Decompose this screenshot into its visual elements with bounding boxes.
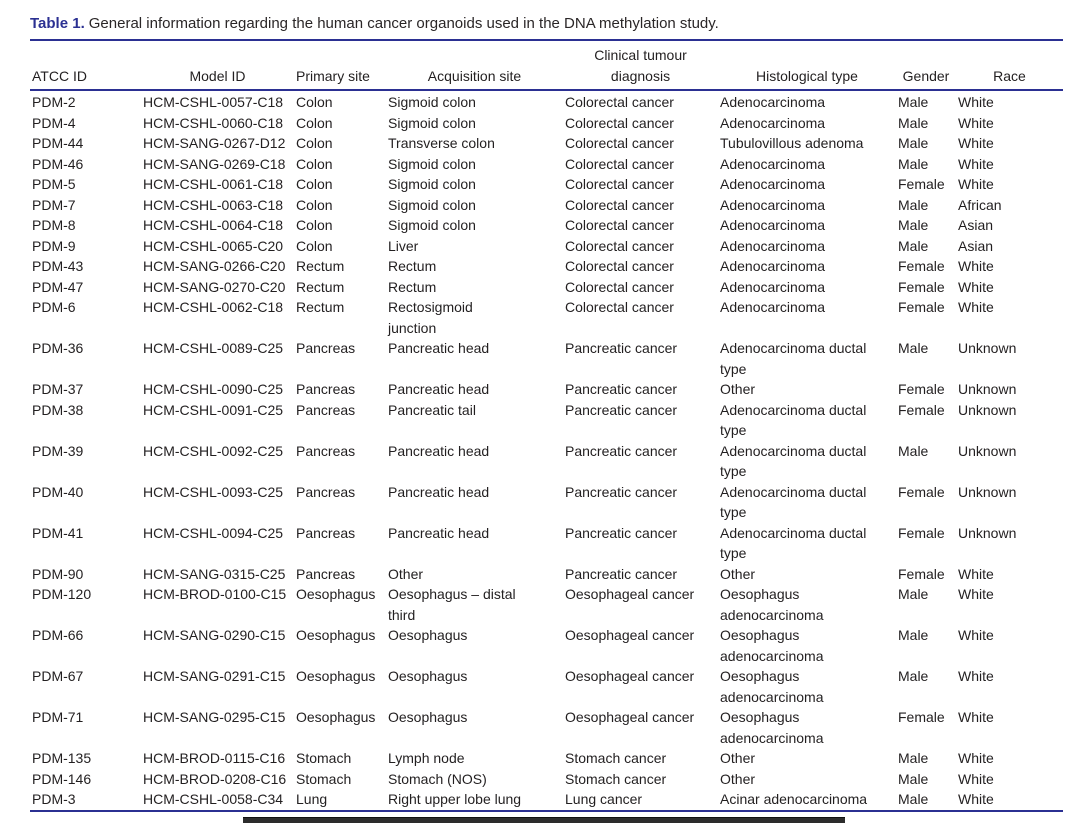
cell-histological-type: Other — [720, 750, 756, 766]
cell-gender: Male — [898, 237, 929, 254]
cell-clinical-tumour-diagnosis: Colorectal cancer — [565, 278, 674, 295]
cell-race: White — [958, 299, 994, 315]
cell-acquisition-site: Sigmoid colon — [388, 176, 476, 192]
cell-clinical-tumour-diagnosis: Colorectal cancer — [565, 217, 674, 233]
cell-race: Asian — [958, 217, 994, 233]
cell-histological-type: Other — [720, 770, 756, 787]
cell-primary-site: Colon — [296, 196, 333, 213]
table-row — [30, 584, 1063, 625]
cell-clinical-tumour-diagnosis: Colorectal cancer — [565, 94, 674, 110]
cell-clinical-tumour-diagnosis: Pancreatic cancer — [565, 442, 678, 459]
cell-atcc-id: PDM-6 — [32, 299, 76, 315]
cell-primary-site: Colon — [296, 237, 333, 254]
cell-gender: Female — [898, 483, 945, 500]
cell-race: White — [958, 135, 994, 151]
cell-gender: Female — [898, 565, 945, 582]
cell-atcc-id: PDM-38 — [32, 401, 84, 418]
cell-atcc-id: PDM-4 — [32, 114, 76, 131]
cell-gender: Female — [898, 401, 945, 418]
cell-model-id: HCM-CSHL-0058-C34 — [143, 791, 284, 807]
cell-primary-site: Pancreas — [296, 381, 356, 397]
cell-acquisition-site: Oesophagus — [388, 668, 468, 684]
cell-acquisition-site: Liver — [388, 237, 419, 254]
header-row — [30, 41, 1063, 90]
cell-acquisition-site: Oesophagus — [388, 709, 468, 725]
cell-atcc-id: PDM-46 — [32, 155, 84, 172]
cell-clinical-tumour-diagnosis: Oesophageal cancer — [565, 709, 695, 725]
table-row — [30, 666, 1063, 707]
cell-race: White — [958, 176, 994, 192]
table-row — [30, 113, 1063, 134]
cell-histological-type: Adenocarcinoma ductal type — [720, 340, 867, 377]
cell-gender: Male — [898, 750, 929, 766]
cell-histological-type: Adenocarcinoma — [720, 237, 826, 254]
table-row — [30, 195, 1063, 216]
cell-acquisition-site: Other — [388, 565, 424, 582]
column-header-model-id: Model ID — [189, 67, 246, 84]
cell-primary-site: Oesophagus — [296, 709, 376, 725]
cell-atcc-id: PDM-5 — [32, 176, 76, 192]
table-row — [30, 564, 1063, 585]
table-row — [30, 748, 1063, 769]
cell-race: White — [958, 586, 994, 602]
table-row — [30, 769, 1063, 790]
cell-acquisition-site: Right upper lobe lung — [388, 791, 522, 807]
organoid-table — [30, 41, 1063, 812]
cell-race: White — [958, 94, 994, 110]
cell-gender: Male — [898, 217, 929, 233]
cell-histological-type: Adenocarcinoma ductal type — [720, 483, 867, 520]
cell-histological-type: Other — [720, 381, 756, 397]
cell-histological-type: Adenocarcinoma — [720, 114, 826, 131]
cell-primary-site: Rectum — [296, 299, 345, 315]
cell-atcc-id: PDM-37 — [32, 381, 84, 397]
column-header-primary-site: Primary site — [296, 67, 370, 84]
cell-acquisition-site: Pancreatic head — [388, 483, 490, 500]
cell-primary-site: Pancreas — [296, 340, 356, 356]
cell-primary-site: Colon — [296, 135, 333, 151]
cell-race: Unknown — [958, 442, 1017, 459]
cell-atcc-id: PDM-66 — [32, 627, 84, 643]
cell-gender: Male — [898, 627, 929, 643]
cell-gender: Female — [898, 381, 945, 397]
cell-acquisition-site: Transverse colon — [388, 135, 495, 151]
table-row — [30, 625, 1063, 666]
table-caption-text: General information regarding the human cancer organoids used in the DNA methylation study. — [88, 15, 719, 32]
cell-model-id: HCM-CSHL-0061-C18 — [143, 176, 284, 192]
cell-clinical-tumour-diagnosis: Stomach cancer — [565, 770, 667, 787]
cropped-figure-bar — [243, 817, 845, 823]
cell-acquisition-site: Oesophagus – distal third — [388, 586, 516, 623]
cell-histological-type: Adenocarcinoma — [720, 176, 826, 192]
cell-clinical-tumour-diagnosis: Colorectal cancer — [565, 114, 674, 131]
cell-histological-type: Tubulovillous adenoma — [720, 135, 864, 151]
cell-gender: Male — [898, 155, 929, 172]
cell-primary-site: Rectum — [296, 278, 345, 295]
cell-model-id: HCM-CSHL-0063-C18 — [143, 196, 284, 213]
table-row — [30, 256, 1063, 277]
cell-clinical-tumour-diagnosis: Pancreatic cancer — [565, 340, 678, 356]
cell-race: Unknown — [958, 524, 1017, 541]
cell-model-id: HCM-CSHL-0091-C25 — [143, 401, 284, 418]
table-caption-label: Table 1. — [30, 15, 85, 32]
cell-race: White — [958, 278, 994, 295]
cell-clinical-tumour-diagnosis: Lung cancer — [565, 791, 643, 807]
cell-acquisition-site: Stomach (NOS) — [388, 770, 487, 787]
cell-acquisition-site: Sigmoid colon — [388, 114, 476, 131]
cell-race: Asian — [958, 237, 994, 254]
cell-gender: Male — [898, 114, 929, 131]
cell-histological-type: Adenocarcinoma — [720, 94, 826, 110]
cell-clinical-tumour-diagnosis: Colorectal cancer — [565, 237, 674, 254]
cell-atcc-id: PDM-40 — [32, 483, 84, 500]
cell-histological-type: Oesophagus adenocarcinoma — [720, 627, 824, 664]
cell-model-id: HCM-SANG-0291-C15 — [143, 668, 286, 684]
cell-model-id: HCM-SANG-0290-C15 — [143, 627, 286, 643]
cell-acquisition-site: Sigmoid colon — [388, 196, 476, 213]
cell-gender: Male — [898, 668, 929, 684]
cell-clinical-tumour-diagnosis: Colorectal cancer — [565, 135, 674, 151]
cell-model-id: HCM-CSHL-0089-C25 — [143, 340, 284, 356]
cell-atcc-id: PDM-2 — [32, 94, 76, 110]
cell-gender: Female — [898, 524, 945, 541]
table-row — [30, 297, 1063, 338]
cell-gender: Female — [898, 176, 945, 192]
cell-clinical-tumour-diagnosis: Stomach cancer — [565, 750, 667, 766]
column-header-clinical-tumour-diagnosis: Clinical tumour diagnosis — [594, 47, 687, 84]
cell-acquisition-site: Pancreatic tail — [388, 401, 476, 418]
cell-model-id: HCM-CSHL-0057-C18 — [143, 94, 284, 110]
cell-race: Unknown — [958, 483, 1017, 500]
cell-acquisition-site: Rectosigmoid junction — [388, 299, 473, 336]
cell-acquisition-site: Pancreatic head — [388, 524, 490, 541]
cell-model-id: HCM-SANG-0266-C20 — [143, 258, 286, 274]
column-header-atcc-id: ATCC ID — [32, 67, 87, 84]
cell-histological-type: Adenocarcinoma — [720, 278, 826, 295]
cell-race: White — [958, 709, 994, 725]
cell-atcc-id: PDM-44 — [32, 135, 84, 151]
cell-model-id: HCM-CSHL-0094-C25 — [143, 524, 284, 541]
cell-race: White — [958, 258, 994, 274]
cell-primary-site: Oesophagus — [296, 586, 376, 602]
cell-gender: Male — [898, 94, 929, 110]
cell-histological-type: Adenocarcinoma — [720, 196, 826, 213]
cell-primary-site: Colon — [296, 94, 333, 110]
cell-model-id: HCM-SANG-0267-D12 — [143, 135, 286, 151]
cell-gender: Female — [898, 709, 945, 725]
cell-model-id: HCM-SANG-0295-C15 — [143, 709, 286, 725]
table-row — [30, 523, 1063, 564]
table-row — [30, 482, 1063, 523]
cell-race: Unknown — [958, 401, 1017, 418]
cell-histological-type: Adenocarcinoma — [720, 155, 826, 172]
column-header-race: Race — [993, 67, 1026, 84]
cell-acquisition-site: Sigmoid colon — [388, 94, 476, 110]
cell-acquisition-site: Rectum — [388, 278, 437, 295]
cell-primary-site: Stomach — [296, 770, 352, 787]
cell-model-id: HCM-BROD-0208-C16 — [143, 770, 287, 787]
table-row — [30, 133, 1063, 154]
table-header — [30, 41, 1063, 90]
cell-clinical-tumour-diagnosis: Colorectal cancer — [565, 196, 674, 213]
cell-histological-type: Adenocarcinoma ductal type — [720, 401, 867, 438]
cell-model-id: HCM-CSHL-0065-C20 — [143, 237, 284, 254]
cell-acquisition-site: Lymph node — [388, 750, 465, 766]
cell-model-id: HCM-CSHL-0092-C25 — [143, 442, 284, 459]
cell-gender: Male — [898, 340, 929, 356]
cell-histological-type: Adenocarcinoma — [720, 217, 826, 233]
cell-histological-type: Acinar adenocarcinoma — [720, 791, 868, 807]
cell-primary-site: Colon — [296, 176, 333, 192]
cell-primary-site: Pancreas — [296, 442, 356, 459]
cell-acquisition-site: Rectum — [388, 258, 437, 274]
cell-primary-site: Pancreas — [296, 565, 356, 582]
cell-clinical-tumour-diagnosis: Colorectal cancer — [565, 176, 674, 192]
cell-primary-site: Colon — [296, 155, 333, 172]
cell-histological-type: Adenocarcinoma — [720, 258, 826, 274]
cell-atcc-id: PDM-146 — [32, 770, 92, 787]
cell-primary-site: Colon — [296, 217, 333, 233]
cell-model-id: HCM-CSHL-0093-C25 — [143, 483, 284, 500]
cell-gender: Male — [898, 586, 929, 602]
cell-clinical-tumour-diagnosis: Pancreatic cancer — [565, 401, 678, 418]
cell-histological-type: Other — [720, 565, 756, 582]
table-body — [30, 90, 1063, 811]
cell-gender: Female — [898, 278, 945, 295]
cell-histological-type: Adenocarcinoma — [720, 299, 826, 315]
table-row — [30, 338, 1063, 379]
cell-clinical-tumour-diagnosis: Colorectal cancer — [565, 258, 674, 274]
cell-clinical-tumour-diagnosis: Oesophageal cancer — [565, 668, 695, 684]
cell-race: African — [958, 196, 1002, 213]
cell-race: White — [958, 114, 994, 131]
cell-primary-site: Lung — [296, 791, 328, 807]
cell-primary-site: Pancreas — [296, 524, 356, 541]
cell-gender: Male — [898, 442, 929, 459]
cell-clinical-tumour-diagnosis: Oesophageal cancer — [565, 586, 695, 602]
table-row — [30, 400, 1063, 441]
cell-clinical-tumour-diagnosis: Colorectal cancer — [565, 155, 674, 172]
cell-primary-site: Oesophagus — [296, 668, 376, 684]
cell-model-id: HCM-CSHL-0060-C18 — [143, 114, 284, 131]
table-row — [30, 90, 1063, 113]
cell-gender: Male — [898, 196, 929, 213]
table-row — [30, 789, 1063, 811]
cell-acquisition-site: Sigmoid colon — [388, 217, 476, 233]
cell-atcc-id: PDM-67 — [32, 668, 84, 684]
cell-acquisition-site: Oesophagus — [388, 627, 468, 643]
cell-gender: Male — [898, 791, 929, 807]
cell-histological-type: Oesophagus adenocarcinoma — [720, 586, 824, 623]
cell-primary-site: Colon — [296, 114, 333, 131]
table-row — [30, 277, 1063, 298]
cell-model-id: HCM-SANG-0269-C18 — [143, 155, 286, 172]
cell-model-id: HCM-BROD-0100-C15 — [143, 586, 287, 602]
table-caption — [30, 13, 1063, 41]
column-header-gender: Gender — [902, 67, 950, 84]
cell-primary-site: Pancreas — [296, 483, 356, 500]
cell-race: White — [958, 565, 994, 582]
cell-acquisition-site: Sigmoid colon — [388, 155, 476, 172]
table-row — [30, 707, 1063, 748]
cell-model-id: HCM-SANG-0315-C25 — [143, 565, 286, 582]
cell-gender: Female — [898, 258, 945, 274]
column-header-acquisition-site: Acquisition site — [427, 67, 522, 84]
cell-race: White — [958, 627, 994, 643]
cell-race: Unknown — [958, 381, 1017, 397]
cell-primary-site: Oesophagus — [296, 627, 376, 643]
cell-gender: Female — [898, 299, 945, 315]
cell-atcc-id: PDM-90 — [32, 565, 84, 582]
cell-clinical-tumour-diagnosis: Pancreatic cancer — [565, 381, 678, 397]
cell-histological-type: Oesophagus adenocarcinoma — [720, 668, 824, 705]
column-header-histological-type: Histological type — [756, 67, 858, 84]
cell-clinical-tumour-diagnosis: Pancreatic cancer — [565, 524, 678, 541]
cell-atcc-id: PDM-8 — [32, 217, 76, 233]
cell-race: White — [958, 791, 994, 807]
cell-atcc-id: PDM-43 — [32, 258, 84, 274]
table-row — [30, 441, 1063, 482]
table-row — [30, 174, 1063, 195]
cell-acquisition-site: Pancreatic head — [388, 340, 490, 356]
cell-acquisition-site: Pancreatic head — [388, 381, 490, 397]
table-row — [30, 379, 1063, 400]
table-row — [30, 215, 1063, 236]
cell-atcc-id: PDM-71 — [32, 709, 84, 725]
cell-race: White — [958, 770, 994, 787]
cell-atcc-id: PDM-47 — [32, 278, 84, 295]
cell-histological-type: Oesophagus adenocarcinoma — [720, 709, 824, 746]
cell-race: Unknown — [958, 340, 1017, 356]
cell-atcc-id: PDM-135 — [32, 750, 92, 766]
table-row — [30, 154, 1063, 175]
cell-clinical-tumour-diagnosis: Pancreatic cancer — [565, 565, 678, 582]
cell-atcc-id: PDM-7 — [32, 196, 76, 213]
table-row — [30, 236, 1063, 257]
cell-model-id: HCM-SANG-0270-C20 — [143, 278, 286, 295]
cell-atcc-id: PDM-41 — [32, 524, 84, 541]
cell-race: White — [958, 750, 994, 766]
cell-atcc-id: PDM-9 — [32, 237, 76, 254]
cell-primary-site: Rectum — [296, 258, 345, 274]
cell-model-id: HCM-CSHL-0090-C25 — [143, 381, 284, 397]
cell-primary-site: Stomach — [296, 750, 352, 766]
cell-model-id: HCM-BROD-0115-C16 — [143, 750, 286, 766]
cell-atcc-id: PDM-39 — [32, 442, 84, 459]
cell-model-id: HCM-CSHL-0062-C18 — [143, 299, 284, 315]
cell-clinical-tumour-diagnosis: Pancreatic cancer — [565, 483, 678, 500]
cell-histological-type: Adenocarcinoma ductal type — [720, 442, 867, 479]
cell-histological-type: Adenocarcinoma ductal type — [720, 524, 867, 561]
cell-race: White — [958, 668, 994, 684]
cell-gender: Male — [898, 770, 929, 787]
cell-gender: Male — [898, 135, 929, 151]
cell-primary-site: Pancreas — [296, 401, 356, 418]
cell-clinical-tumour-diagnosis: Oesophageal cancer — [565, 627, 695, 643]
cell-acquisition-site: Pancreatic head — [388, 442, 490, 459]
cell-atcc-id: PDM-3 — [32, 791, 76, 807]
cell-clinical-tumour-diagnosis: Colorectal cancer — [565, 299, 674, 315]
cell-race: White — [958, 155, 994, 172]
cell-atcc-id: PDM-36 — [32, 340, 84, 356]
cell-atcc-id: PDM-120 — [32, 586, 92, 602]
cell-model-id: HCM-CSHL-0064-C18 — [143, 217, 284, 233]
